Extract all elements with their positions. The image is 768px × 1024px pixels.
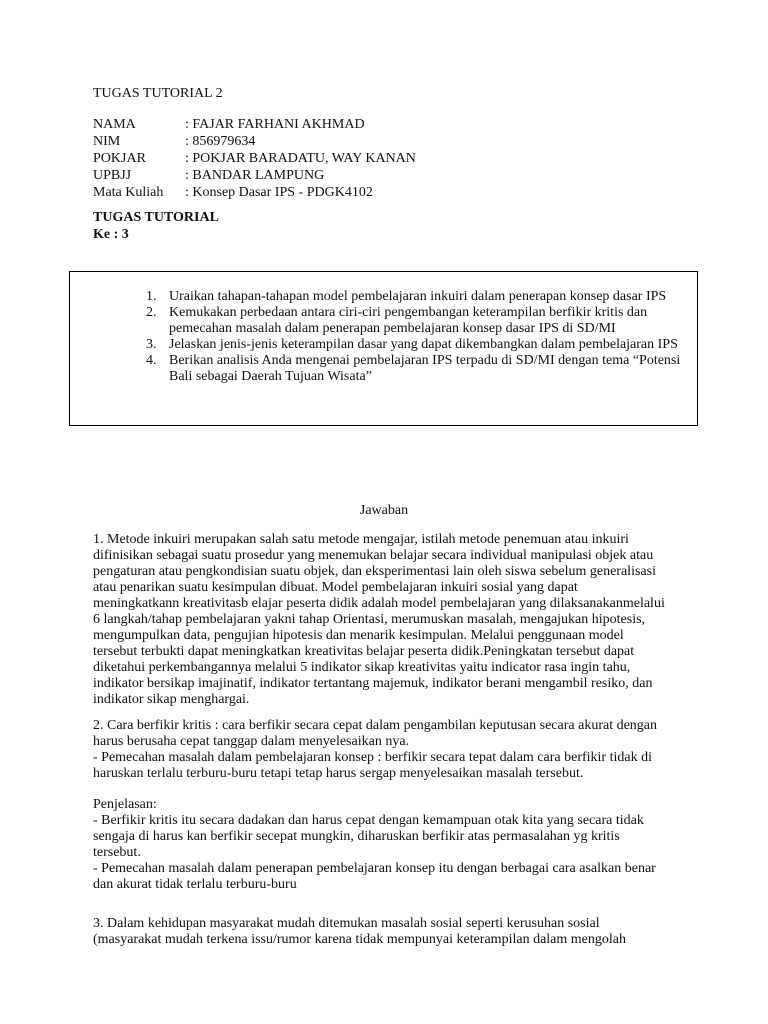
question-number: 1. bbox=[146, 289, 157, 304]
tutorial-heading: TUGAS TUTORIAL bbox=[93, 210, 219, 225]
identity-value: : 856979634 bbox=[185, 134, 256, 149]
question-text: Berikan analisis Anda mengenai pembelajaran IPS terpadu di SD/MI dengan tema “Potensi Bali sebagai Daerah Tujuan Wisata” bbox=[169, 353, 681, 384]
answer-paragraph-1: 1. Metode inkuiri merupakan salah satu metode mengajar, istilah metode penemuan atau inkuiri difinisikan sebagai suatu prosedur yang menemukan belajar secara individual manipulasi objek atau pengaturan atau pengkondisian suatu objek, dan eksperimentasi lain oleh siswa sebelum generalisasi atau penarikan suatu kesimpulan dibuat. Model pembelajaran inkuiri sosial yang dapat meningkatkann kreativitasb elajar peserta didik adalah model pembelajaran yang dilaksanakanmelalui 6 langkah/tahap pembelajaran yakni tahap Orientasi, merumuskan masalah, mengajukan hipotesis, mengumpulkan data, pengujian hipotesis dan menarik kesimpulan. Melalui penggunaan model tersebut terbukti dapat meningkatkan kreativitas belajar peserta didik.Peningkatan tersebut dapat diketahui perkembangannya melalui 5 indikator sikap kreativitas yaitu indicator rasa ingin tahu, indikator bersikap imajinatif, indikator tertantang majemuk, indikator berani mengambil resiko, dan indikator sikap menghargai. bbox=[93, 532, 665, 707]
identity-label: NIM bbox=[93, 134, 121, 149]
identity-value: : POKJAR BARADATU, WAY KANAN bbox=[185, 151, 416, 166]
answer-paragraph-2: 2. Cara berfikir kritis : cara berfikir secara cepat dalam pengambilan keputusan secara akurat dengan harus berusaha cepat tanggap dalam menyelesaikan nya. - Pemecahan masalah dalam pembelajaran konsep : berfikir secara tepat dalam cara berfikir tidak di haruskan terlalu terburu-buru tetapi tetap harus sergap menyelesaikan masalah tersebut. bbox=[93, 718, 658, 781]
identity-row-pokjar bbox=[93, 150, 416, 167]
question-item bbox=[146, 353, 686, 385]
tutorial-number: Ke : 3 bbox=[93, 227, 129, 242]
question-number: 3. bbox=[146, 337, 157, 352]
answer-paragraph-3: 3. Dalam kehidupan masyarakat mudah ditemukan masalah sosial seperti kerusuhan sosial (masyarakat mudah terkena issu/rumor karena tidak mempunyai keterampilan dalam mengolah bbox=[93, 916, 626, 947]
identity-label: POKJAR bbox=[93, 151, 146, 166]
identity-value: : BANDAR LAMPUNG bbox=[185, 168, 325, 183]
answer-explanation: Penjelasan: - Berfikir kritis itu secara dadakan dan harus cepat dengan kemampuan otak kita yang secara tidak sengaja di harus kan berfikir secepat mungkin, diharuskan berfikir atas permasalahan yg kritis tersebut. - Pemecahan masalah dalam penerapan pembelajaran konsep itu dengan berbagai cara asalkan benar dan akurat tidak terlalu terburu-buru bbox=[93, 797, 656, 892]
questions-list bbox=[146, 289, 686, 385]
questions-box bbox=[69, 271, 698, 426]
question-text: Uraikan tahapan-tahapan model pembelajaran inkuiri dalam penerapan konsep dasar IPS bbox=[169, 289, 667, 304]
identity-row-upbjj bbox=[93, 167, 416, 184]
question-text: Jelaskan jenis-jenis keterampilan dasar yang dapat dikembangkan dalam pembelajaran IPS bbox=[169, 337, 678, 352]
answer-title: Jawaban bbox=[359, 503, 409, 518]
identity-value: : FAJAR FARHANI AKHMAD bbox=[185, 117, 365, 132]
identity-label: Mata Kuliah bbox=[93, 185, 164, 200]
identity-table bbox=[93, 116, 416, 201]
question-text: Kemukakan perbedaan antara ciri-ciri pengembangan keterampilan berfikir kritis dan pemecahan masalah dalam penerapan pembelajaran konsep dasar IPS di SD/MI bbox=[169, 305, 648, 336]
identity-row-nim bbox=[93, 133, 416, 150]
identity-value: : Konsep Dasar IPS - PDGK4102 bbox=[185, 185, 373, 200]
question-item bbox=[146, 305, 686, 337]
document-title: TUGAS TUTORIAL 2 bbox=[93, 86, 223, 101]
question-number: 2. bbox=[146, 305, 157, 320]
tutorial-heading-block bbox=[93, 209, 219, 243]
identity-label: NAMA bbox=[93, 117, 136, 132]
identity-row-mata-kuliah bbox=[93, 184, 416, 201]
identity-label: UPBJJ bbox=[93, 168, 132, 183]
question-number: 4. bbox=[146, 353, 157, 368]
identity-row-nama bbox=[93, 116, 416, 133]
question-item bbox=[146, 289, 686, 305]
question-item bbox=[146, 337, 686, 353]
